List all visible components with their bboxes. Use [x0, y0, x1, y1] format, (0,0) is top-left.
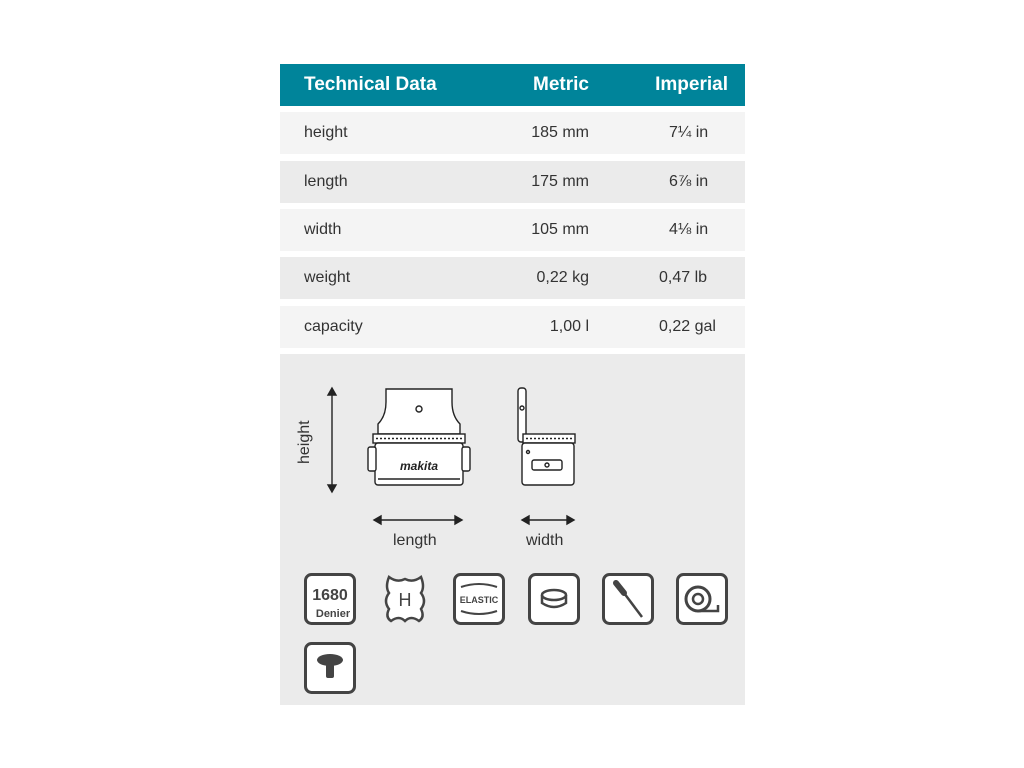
- side-view-drawing: [518, 388, 575, 485]
- row-label: weight: [304, 269, 351, 286]
- height-arrow: [328, 388, 336, 492]
- denier-icon: [304, 573, 356, 625]
- makita-logo: makita: [399, 459, 439, 473]
- row-metric: 105 mm: [531, 221, 589, 238]
- table-row: [280, 306, 745, 348]
- stud-icon: [304, 642, 356, 694]
- row-label: height: [304, 124, 348, 141]
- table-header: [280, 64, 745, 106]
- screwdriver-icon: [602, 573, 654, 625]
- width-arrow: [522, 516, 574, 524]
- header-imperial: Imperial: [655, 74, 728, 95]
- height-label: height: [296, 420, 313, 464]
- bucket-icon: [528, 573, 580, 625]
- svg-text:ELASTIC: ELASTIC: [459, 595, 499, 605]
- row-imperial: 7¼ in: [669, 124, 709, 141]
- leather-icon: [379, 573, 431, 625]
- table-row: [280, 209, 745, 251]
- header-technical-data: Technical Data: [304, 74, 437, 95]
- length-arrow: [374, 516, 462, 524]
- row-label: width: [304, 221, 342, 238]
- row-metric: 185 mm: [531, 124, 589, 141]
- row-metric: 1,00 l: [549, 318, 589, 335]
- table-row: [280, 257, 745, 299]
- header-metric: Metric: [533, 74, 589, 95]
- technical-data-card: [280, 64, 745, 620]
- svg-text:Denier: Denier: [315, 608, 351, 620]
- row-label: length: [304, 173, 348, 190]
- row-imperial: 4⅛ in: [669, 221, 709, 238]
- row-label: capacity: [304, 318, 363, 335]
- table-row: [280, 161, 745, 203]
- length-label: length: [393, 532, 437, 549]
- row-metric: 175 mm: [531, 173, 589, 190]
- width-label: width: [526, 532, 564, 549]
- table-row: [280, 112, 745, 154]
- elastic-icon: [453, 573, 505, 625]
- tape-measure-icon: [676, 573, 728, 625]
- row-imperial: 0,22 gal: [659, 318, 716, 335]
- svg-text:H: H: [398, 590, 412, 610]
- svg-text:1680: 1680: [312, 587, 348, 604]
- dimension-diagram: [280, 354, 745, 705]
- row-metric: 0,22 kg: [536, 269, 589, 286]
- row-imperial: 0,47 lb: [659, 269, 708, 286]
- row-imperial: 6⅞ in: [669, 173, 709, 190]
